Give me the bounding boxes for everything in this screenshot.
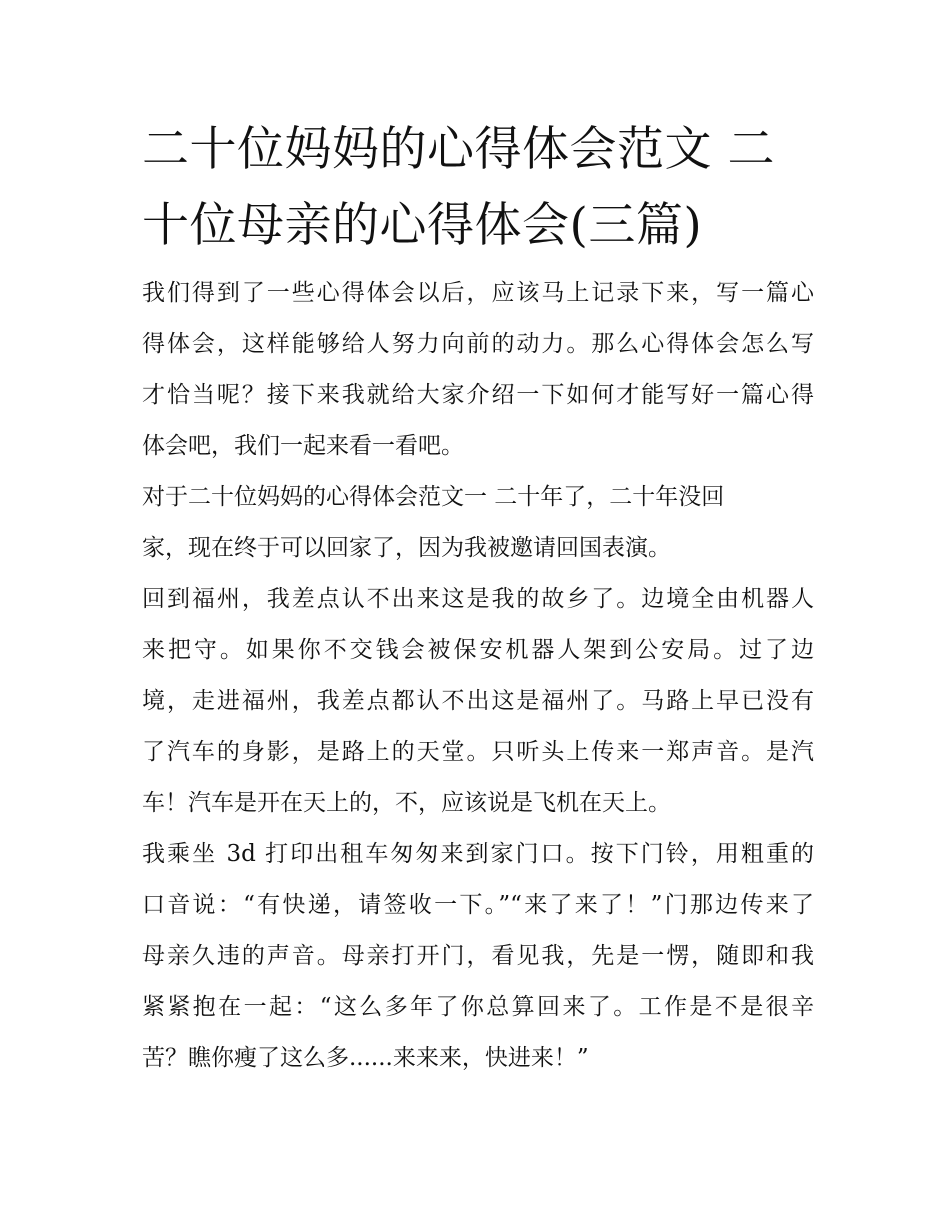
paragraph-line: 口音说：“有快递，请签收一下。”“来了来了！”门那边传来了 bbox=[142, 892, 814, 918]
paragraph-line: 苦？瞧你瘦了这么多......来来来，快进来！” bbox=[142, 1045, 589, 1071]
paragraph-line: 来把守。如果你不交钱会被保安机器人架到公安局。过了边 bbox=[142, 637, 814, 663]
paragraph-fuzhou bbox=[142, 574, 814, 829]
document-title bbox=[142, 112, 814, 264]
paragraph-line: 车！汽车是开在天上的，不，应该说是飞机在天上。 bbox=[142, 790, 671, 816]
paragraph-section-one-start bbox=[142, 472, 814, 574]
paragraph-line: 了汽车的身影，是路上的天堂。只听头上传来一郑声音。是汽 bbox=[142, 739, 814, 765]
paragraph-line: 家，现在终于可以回家了，因为我被邀请回国表演。 bbox=[142, 535, 671, 561]
paragraph-line: 回到福州，我差点认不出来这是我的故乡了。边境全由机器人 bbox=[142, 586, 814, 612]
title-line: 十位母亲的心得体会(三篇) bbox=[142, 198, 703, 253]
paragraph-homecoming bbox=[142, 829, 814, 1084]
paragraph-line: 紧紧抱在一起：“这么多年了你总算回来了。工作是不是很辛 bbox=[142, 994, 814, 1020]
document-content bbox=[142, 112, 814, 1084]
paragraph-line: 得体会，这样能够给人努力向前的动力。那么心得体会怎么写 bbox=[142, 331, 814, 357]
paragraph-line: 才恰当呢？接下来我就给大家介绍一下如何才能写好一篇心得 bbox=[142, 382, 814, 408]
paragraph-line: 对于二十位妈妈的心得体会范文一 二十年了，二十年没回 bbox=[142, 484, 725, 510]
paragraph-line: 体会吧，我们一起来看一看吧。 bbox=[142, 433, 464, 459]
paragraph-line: 母亲久违的声音。母亲打开门，看见我，先是一愣，随即和我 bbox=[142, 943, 814, 969]
paragraph-intro bbox=[142, 268, 814, 472]
paragraph-line: 我乘坐 3d 打印出租车匆匆来到家门口。按下门铃，用粗重的 bbox=[142, 841, 814, 867]
document-body bbox=[142, 268, 814, 1084]
title-line: 二十位妈妈的心得体会范文 二 bbox=[142, 122, 775, 177]
paragraph-line: 境，走进福州，我差点都认不出这是福州了。马路上早已没有 bbox=[142, 688, 814, 714]
paragraph-line: 我们得到了一些心得体会以后，应该马上记录下来，写一篇心 bbox=[142, 280, 814, 306]
